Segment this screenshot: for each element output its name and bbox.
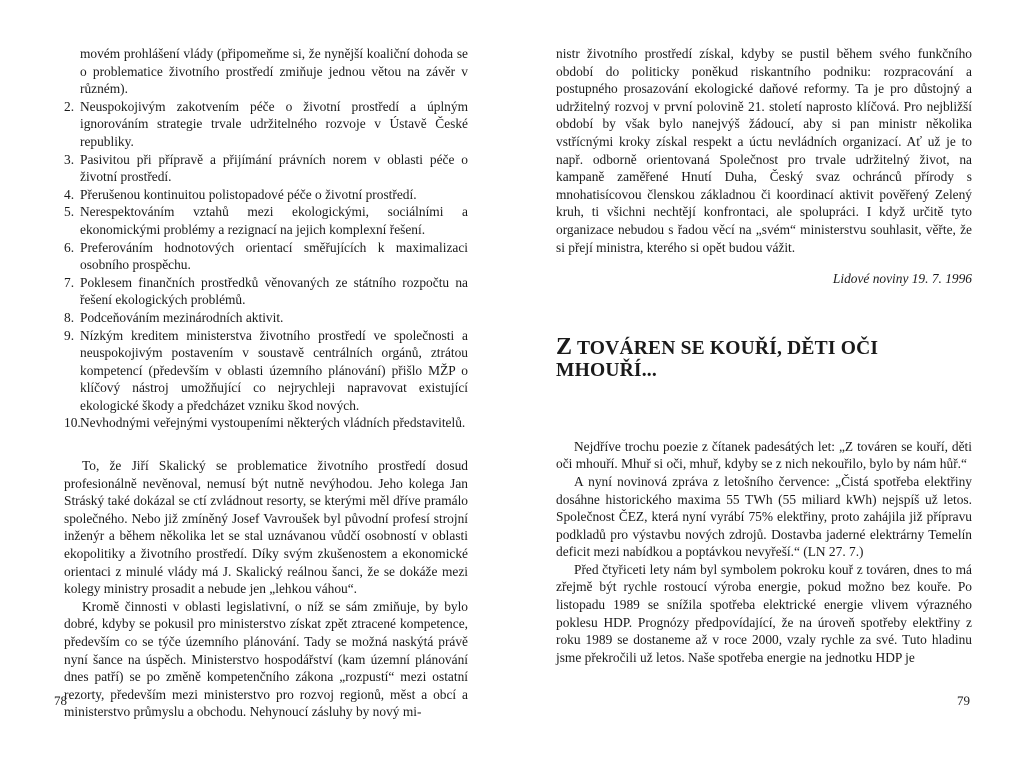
list-item (64, 203, 468, 238)
body-paragraph: nistr životního prostředí získal, kdyby se pustil během svého funkčního období do politicky poněkud riskantního podniku: rozpracování a postupného prosazování ekologické daňové reformy. Ta je pro důstojný a udržitelný rozvoj v první polovině 21. století naprosto klíčová. Pro nejbližší období by však bylo nanejvýš žádoucí, aby si pan ministr několika vstřícnými kroky získal respekt a úctu nevládních organizací. Ať už je to např. odborně orientovaná Společnost pro trvale udržitelný život, na kampaně zaměřené Hnutí Duha, Český svaz ochránců přírody s mnohatisícovou členskou základnou či koordinací aktivit pověřený Zelený kruh, ti všichni nechtějí konfrontaci, ale spolupráci. I když určitě tyto organizace nebudou s řadou věcí na „svém“ ministerstvu souhlasit, věřte, že si přejí ministra, kterého si opět budou vážit. (556, 46, 972, 255)
list-item-text: Nevhodnými veřejnými vystoupeními některých vládních představitelů. (80, 415, 466, 431)
list-item (64, 98, 468, 151)
list-item-text: Nízkým kreditem ministerstva životního prostředí ve společnosti a neuspokojivým postavením v soustavě centrálních orgánů, ztrátou kompetencí (především v oblasti územního plánování) přišlo MŽP o klíčový nástroj umožňující co nejrychleji napravovat existující ekologické škody a předcházet vzniku škod nových. (80, 327, 468, 413)
heading-text: TOVÁREN SE KOUŘÍ, DĚTI OČI MHOUŘÍ... (556, 337, 879, 381)
page-number: 78 (54, 693, 67, 708)
list-item-number: 4. (64, 186, 75, 202)
list-item (64, 309, 468, 327)
list-item-number: 2. (64, 98, 75, 114)
list-item-text: Přerušenou kontinuitou polistopadové péče o životní prostředí. (80, 186, 417, 202)
list-item-text: Poklesem finančních prostředků věnovaných ze státního rozpočtu na řešení ekologických problémů. (80, 274, 468, 308)
list-item-number: 5. (64, 204, 75, 220)
left-column (64, 45, 468, 721)
spacer (556, 288, 972, 336)
spacer (64, 432, 468, 457)
list-item (64, 151, 468, 186)
list-item (64, 274, 468, 309)
numbered-list (64, 45, 468, 432)
list-item-text: Podceňováním mezinárodních aktivit. (80, 309, 284, 325)
source-citation: Lidové noviny 19. 7. 1996 (832, 271, 972, 287)
spacer (556, 256, 972, 270)
list-item-number: 9. (64, 327, 75, 343)
list-item-number: 10. (64, 415, 81, 431)
list-item-text: Pasivitou při přípravě a přijímání právních norem v oblasti péče o životní prostředí. (80, 151, 468, 185)
list-item (64, 186, 468, 204)
body-paragraph: Před čtyřiceti lety nám byl symbolem pokroku kouř z továren, dnes to má zřejmě být rychle rostoucí výroba energie, pokud možno bez kouře. Po listopadu 1989 se snížila spotřeba elektrické energie vlivem výrazného poklesu HDP. Prognózy předpovídající, že na úroveň spotřeby elektřiny z roku 1989 se dostaneme až v roce 2000, vzaly rychle za své. Tuto hladinu jsme překročili už letos. Naše spotřeba energie na jednotku HDP je (556, 561, 972, 665)
body-paragraph: Nejdříve trochu poezie z čítanek padesátých let: „Z továren se kouří, děti oči mhouří. Mhuř si oči, mhuř, kdyby se z nich nekouřilo, bylo by nám hůř.“ (556, 438, 972, 472)
list-item-number: 7. (64, 274, 75, 290)
body-paragraph: A nyní novinová zpráva z letošního července: „Čistá spotřeba elektřiny dosáhne historického maxima 55 TWh (55 miliard kWh) nejspíš už letos. Společnost ČEZ, která nyní vyrábí 75% elektřiny, proto zahájila již přípravu podkladů pro výstavbu nových zdrojů. Dostavba jaderné elektrárny Temelín deficit mezi nabídkou a poptávkou nevyřeší.“ (LN 27. 7.) (556, 473, 972, 560)
list-item (64, 327, 468, 415)
list-item-number: 3. (64, 151, 75, 167)
right-page (512, 0, 1024, 757)
list-item (64, 239, 468, 274)
list-item-text: Neuspokojivým zakotvením péče o životní prostředí a úplným ignorováním strategie trvale udržitelného rozvoje v Ústavě České republiky. (80, 98, 468, 149)
list-item (64, 414, 468, 432)
list-item-text: movém prohlášení vlády (připomeňme si, že nynější koaliční dohoda se o problematice životního prostředí zmiňuje jednou větou na závěr v různém). (80, 46, 468, 97)
spacer (556, 382, 972, 438)
right-column (556, 45, 972, 666)
heading-initial: Z (556, 333, 573, 360)
list-item-number: 8. (64, 309, 75, 325)
list-item-continuation (64, 45, 468, 98)
list-item-text: Preferováním hodnotových orientací směřujících k maximalizaci osobního prospěchu. (80, 239, 468, 273)
page-number: 79 (957, 693, 970, 708)
body-paragraph: To, že Jiří Skalický se problematice životního prostředí dosud profesionálně nevěnoval, nemusí být nutně nevýhodou. Jeho kolega Jan Stráský také dokázal se ctí zvládnout resorty, se kterými měl dříve pramálo společného. Nebo již zmíněný Josef Vavroušek byl původní profesí strojní inženýr a během několika let se stal uznávanou vůdčí osobností v oblasti ekopolitiky a životního prostředí. Díky svým zkušenostem a ekonomické orientaci z minulé vlády má J. Skalický reálnou šanci, že se dokáže mezi kolegy ministry prosadit a nebude jen „lehkou váhou“. (64, 458, 468, 597)
list-item-text: Nerespektováním vztahů mezi ekologickými, sociálními a ekonomickými problémy a rezignací na jejich komplexní řešení. (80, 204, 468, 237)
list-item-number: 6. (64, 239, 75, 255)
body-paragraph: Kromě činnosti v oblasti legislativní, o níž se sám zmiňuje, by bylo dobré, kdyby se pokusil pro ministerstvo získat zpět ztracené kompetence, především co se týče územního plánování. Tady se možná naskýtá právě nyní šance na úspěch. Ministerstvo hospodářství (kam územní plánování dnes patří) se po změně kompetenčního zákona „rozpustí“ mezi ostatní rezorty, především mezi ministerstvo pro rozvoj regionů, měst a obcí a ministerstvo průmyslu a obchodu. Nehynoucí zásluhy by nový mi- (64, 598, 468, 720)
section-heading (556, 333, 972, 382)
